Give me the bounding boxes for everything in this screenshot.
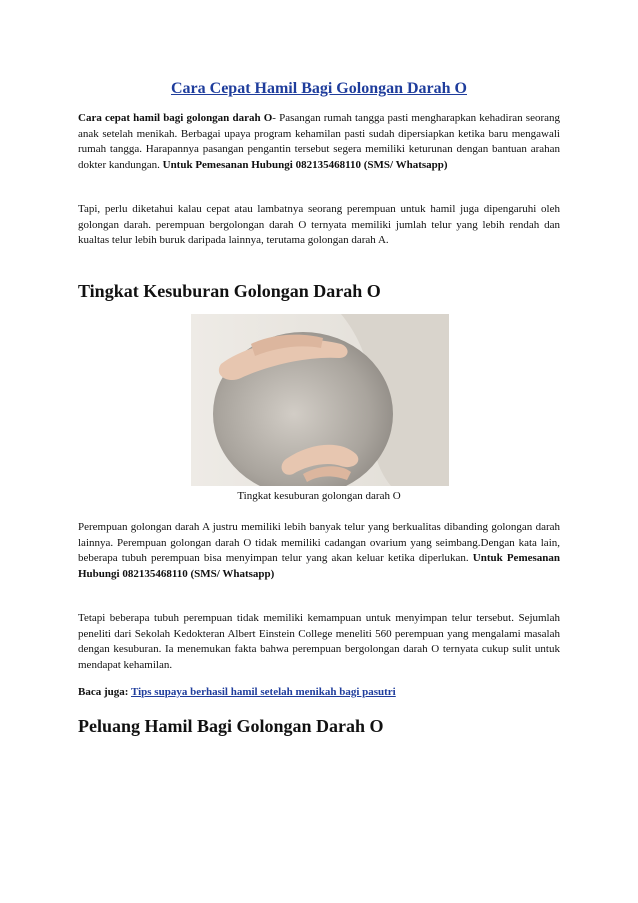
intro-text: - Pasangan rumah tangga pasti mengharapkan kehadiran seorang anak setelah menikah. Berbagai upaya program kehamilan pasti sudah dipersiapkan ketika baru mengawali rumah tangga. Harapannya pasangan pengantin tersebut segera memiliki keturunan dengan bantuan arahan dokter kandungan. <box>78 112 560 171</box>
pregnant-belly-illustration <box>191 314 449 486</box>
section-heading-chance: Peluang Hamil Bagi Golongan Darah O <box>78 716 384 736</box>
paragraph-4: Tetapi beberapa tubuh perempuan tidak memiliki kemampuan untuk menyimpan telur tersebut. Sejumlah peneliti dari Sekolah Kedokteran Albert Einstein College meneliti 560 perempuan yang mengalami masalah dengan kesuburan. Ia menemukan fakta bahwa perempuan bergolongan darah O ternyata cukup sulit untuk mendapat kehamilan. <box>78 612 560 671</box>
read-also-link[interactable]: Tips supaya berhasil hamil setelah menikah bagi pasutri <box>130 686 396 698</box>
intro-paragraph <box>78 111 560 173</box>
article-title: Cara Cepat Hamil Bagi Golongan Darah O <box>170 80 467 97</box>
section-heading-fertility: Tingkat Kesuburan Golongan Darah O <box>78 281 381 301</box>
paragraph-2: Tapi, perlu diketahui kalau cepat atau lambatnya seorang perempuan untuk hamil juga dipengaruhi oleh golongan darah. perempuan bergolongan darah O ternyata memiliki jumlah telur yang lebih rendah dan kualtas telur lebih buruk daripada lainnya, terutama golongan darah A. <box>78 203 560 247</box>
order-contact-2: Untuk Pemesanan Hubungi 082135468110 (SMS/ Whatsapp) <box>78 552 560 580</box>
read-also-label: Baca juga: <box>78 686 131 698</box>
photo-caption: Tingkat kesuburan golongan darah O <box>237 490 401 502</box>
read-also <box>78 685 560 701</box>
pregnant-belly-photo <box>191 314 449 486</box>
order-contact-1: Untuk Pemesanan Hubungi 082135468110 (SMS/ Whatsapp) <box>162 158 448 171</box>
intro-lead: Cara cepat hamil bagi golongan darah O <box>78 112 273 124</box>
paragraph-3 <box>78 520 560 582</box>
paragraph-3-text: Perempuan golongan darah A justru memiliki lebih banyak telur yang berkualitas dibanding golongan darah lainnya. Perempuan golongan darah O tidak memiliki cadangan ovarium yang seimbang.Dengan kata lain, beberapa tubuh perempuan bisa menyimpan telur yang akan keluar ketika diperlukan. <box>78 521 560 565</box>
